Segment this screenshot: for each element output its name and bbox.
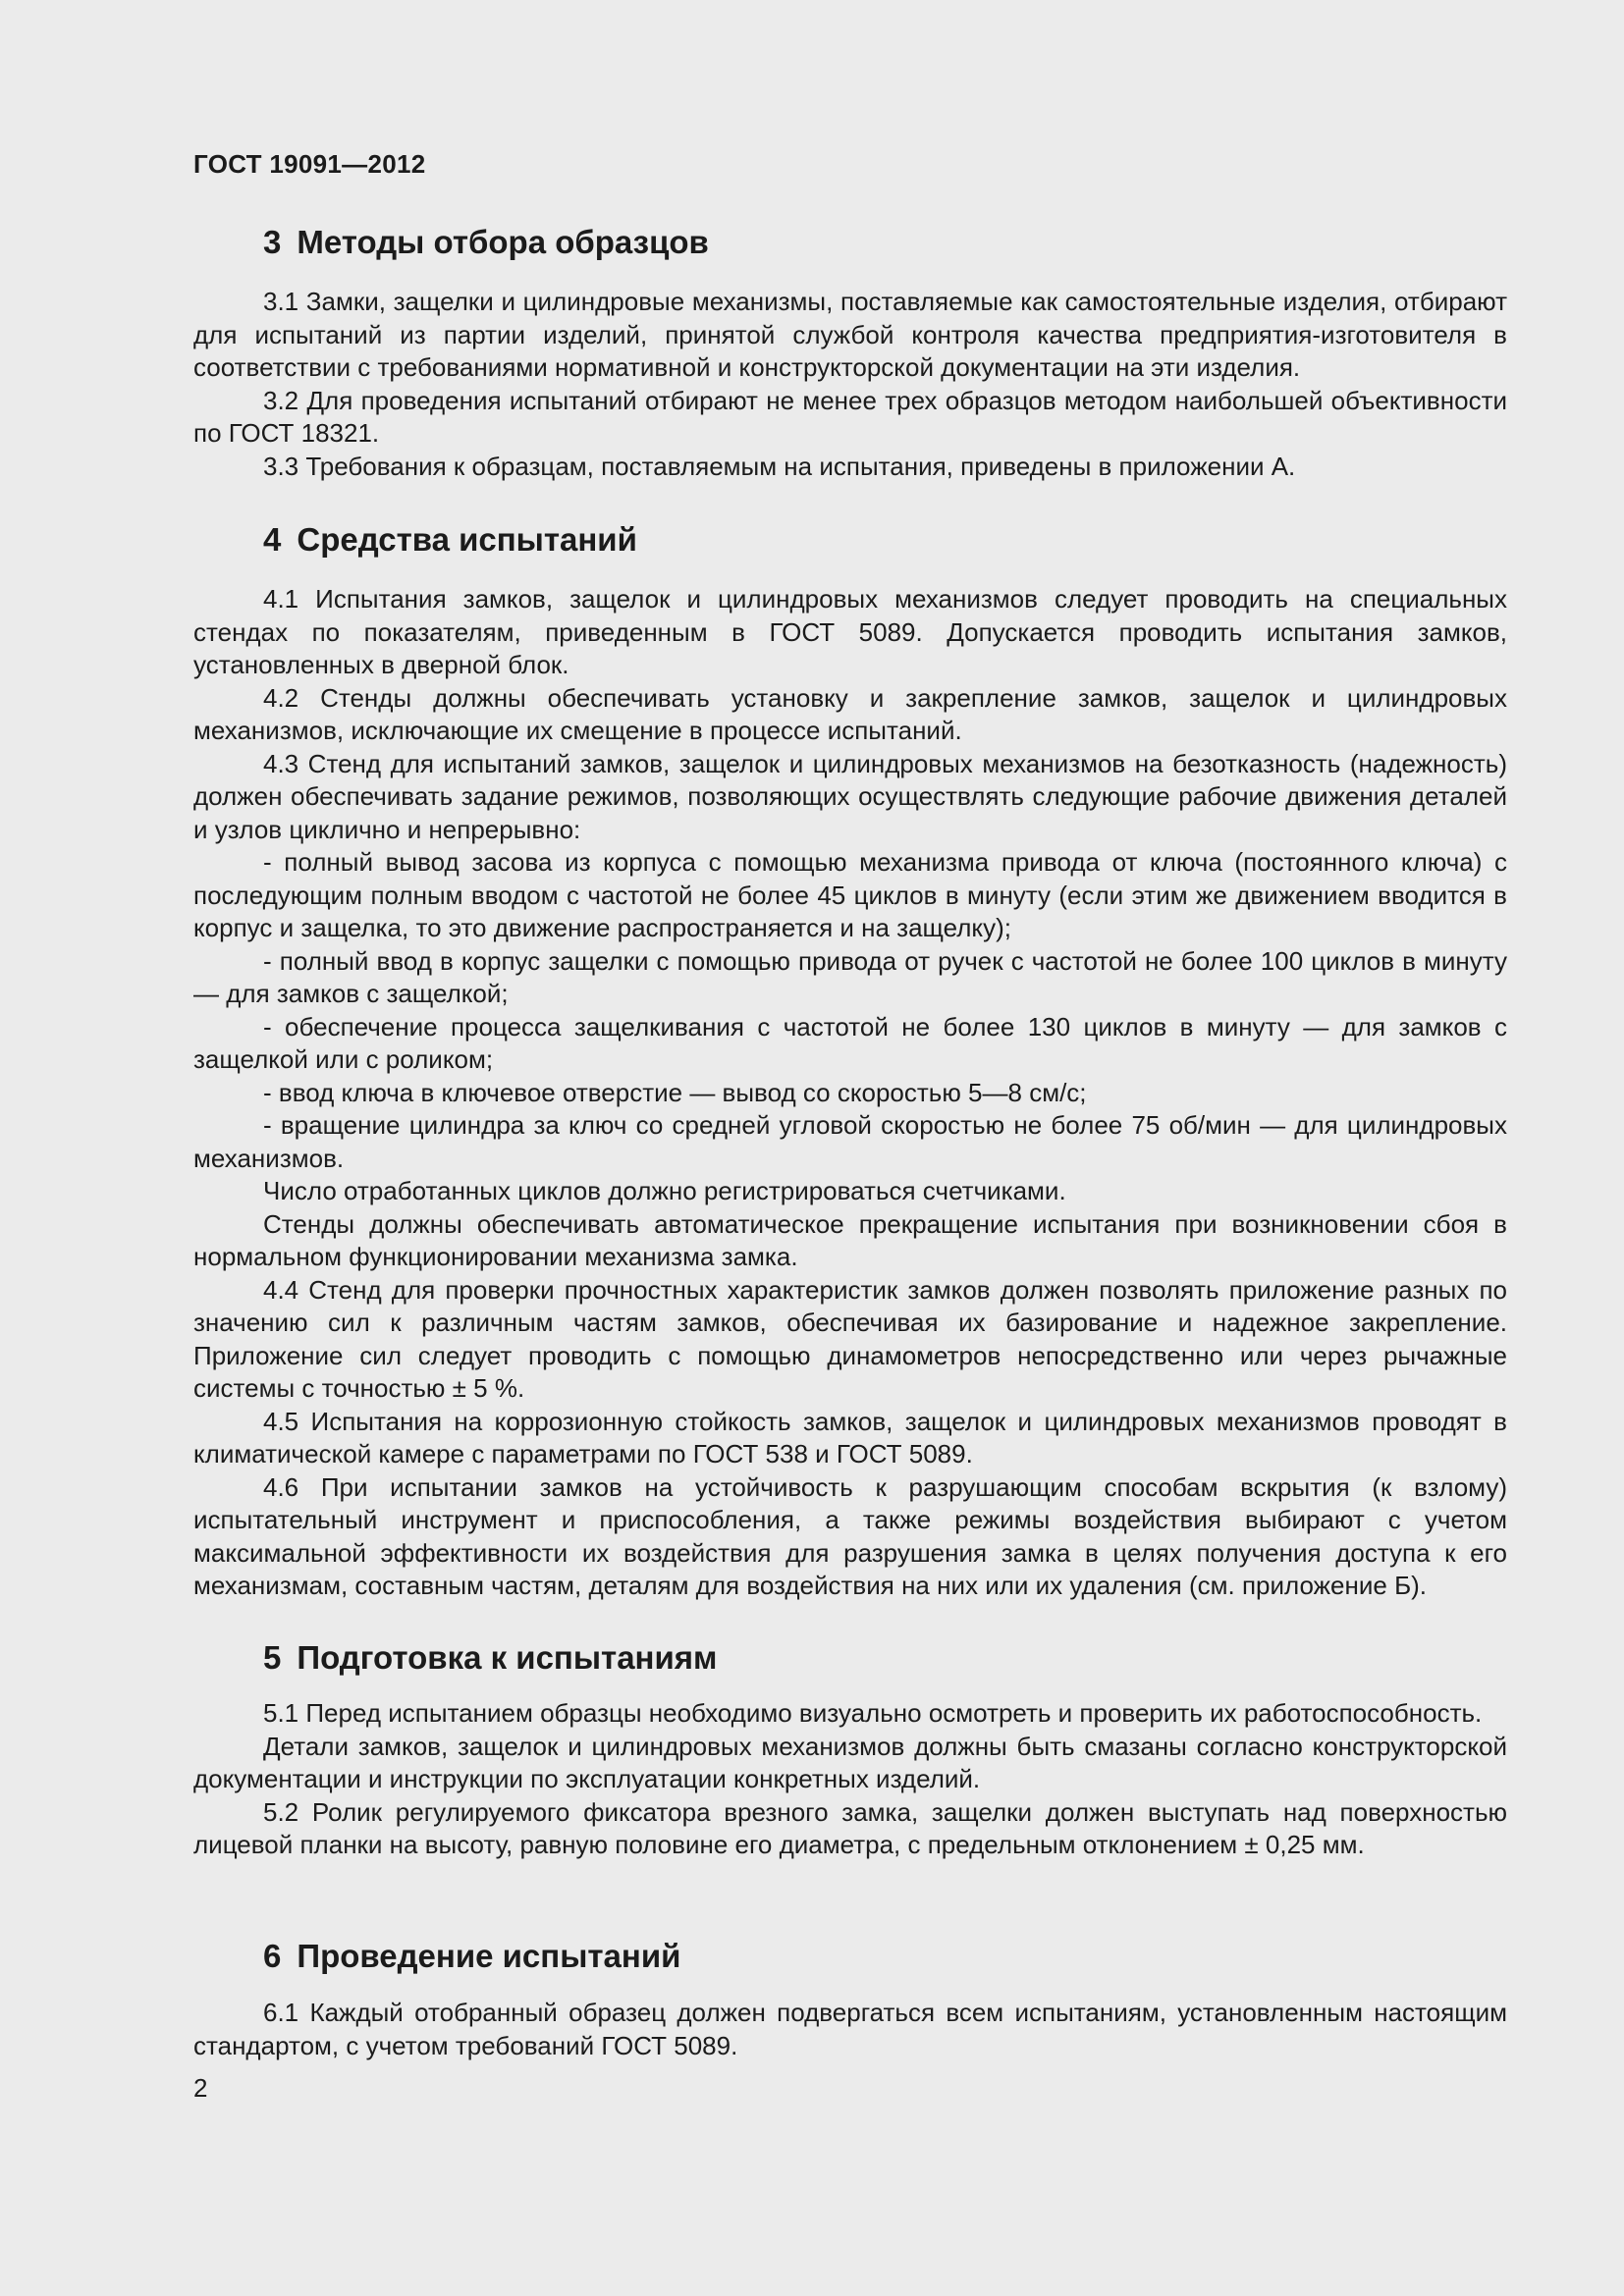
section-4-body <box>193 583 1507 1603</box>
section-number: 6 <box>263 1938 282 1974</box>
page-number: 2 <box>193 2073 208 2103</box>
paragraph: 3.3 Требования к образцам, поставляемым на испытания, приведены в приложении А. <box>263 451 1296 481</box>
document-code: ГОСТ 19091—2012 <box>193 149 426 179</box>
paragraph: Детали замков, защелок и цилиндровых механизмов должны быть смазаны согласно конструкторской документации и инструкции по эксплуатации конкретных изделий. <box>193 1731 1507 1793</box>
paragraph: 4.2 Стенды должны обеспечивать установку и закрепление замков, защелок и цилиндровых механизмов, исключающие их смещение в процессе испытаний. <box>193 682 1507 745</box>
section-5-title <box>263 1639 717 1677</box>
section-6-body <box>193 1997 1507 2062</box>
section-3-title <box>263 224 709 261</box>
section-heading: Средства испытаний <box>297 521 637 558</box>
paragraph: 4.6 При испытании замков на устойчивость к разрушающим способам вскрытия (к взлому) испытательный инструмент и приспособления, а также режимы воздействия выбирают с учетом максимальной эффективности их воздействия для разрушения замка в целях получения доступа к его механизмам, составным частям, деталям для воздействия на них или их удаления (см. приложение Б). <box>193 1471 1507 1600</box>
list-item: - полный ввод в корпус защелки с помощью привода от ручек с частотой не более 100 циклов в минуту — для замков с защелкой; <box>193 945 1507 1008</box>
paragraph: Число отработанных циклов должно регистрироваться счетчиками. <box>263 1176 1066 1205</box>
section-number: 4 <box>263 521 282 558</box>
list-item: - вращение цилиндра за ключ со средней угловой скоростью не более 75 об/мин — для цилиндровых механизмов. <box>193 1110 1507 1173</box>
paragraph: 4.1 Испытания замков, защелок и цилиндровых механизмов следует проводить на специальных стендах по показателям, приведенным в ГОСТ 5089. Допускается проводить испытания замков, установленных в дверной блок. <box>193 584 1507 679</box>
section-number: 3 <box>263 224 282 260</box>
list-item: - полный вывод засова из корпуса с помощью механизма привода от ключа (постоянного ключа) с последующим полным вводом с частотой не более 45 циклов в минуту (если этим же движением вводится в корпус и защелка, то это движение распространяется и на защелку); <box>193 847 1507 942</box>
paragraph: 4.5 Испытания на коррозионную стойкость замков, защелок и цилиндровых механизмов проводят в климатической камере с параметрами по ГОСТ 538 и ГОСТ 5089. <box>193 1406 1507 1468</box>
section-heading: Проведение испытаний <box>297 1938 681 1974</box>
section-heading: Подготовка к испытаниям <box>297 1639 718 1676</box>
paragraph: 4.3 Стенд для испытаний замков, защелок и цилиндровых механизмов на безотказность (надежность) должен обеспечивать задание режимов, позволяющих осуществлять следующие рабочие движения деталей и узлов циклично и непрерывно: <box>193 748 1507 844</box>
section-4-title <box>263 521 637 559</box>
paragraph: 5.2 Ролик регулируемого фиксатора врезного замка, защелки должен выступать над поверхностью лицевой планки на высоту, равную половине его диаметра, с предельным отклонением ± 0,25 мм. <box>193 1796 1507 1859</box>
section-number: 5 <box>263 1639 282 1676</box>
list-item: - ввод ключа в ключевое отверстие — вывод со скоростью 5—8 см/с; <box>263 1077 1087 1107</box>
paragraph: 6.1 Каждый отобранный образец должен подвергаться всем испытаниям, установленным настоящим стандартом, с учетом требований ГОСТ 5089. <box>193 1998 1507 2060</box>
section-3-body <box>193 286 1507 483</box>
list-item: - обеспечение процесса защелкивания с частотой не более 130 циклов в минуту — для замков с защелкой или с роликом; <box>193 1011 1507 1074</box>
paragraph: 3.2 Для проведения испытаний отбирают не менее трех образцов методом наибольшей объективности по ГОСТ 18321. <box>193 385 1507 448</box>
paragraph: 5.1 Перед испытанием образцы необходимо визуально осмотреть и проверить их работоспособность. <box>263 1698 1483 1728</box>
paragraph: 4.4 Стенд для проверки прочностных характеристик замков должен позволять приложение разных по значению сил к различным частям замков, обеспечивая их базирование и надежное закрепление. Приложение сил следует проводить с помощью динамометров непосредственно или через рычажные системы с точностью ± 5 %. <box>193 1274 1507 1403</box>
paragraph: Стенды должны обеспечивать автоматическое прекращение испытания при возникновении сбоя в нормальном функционировании механизма замка. <box>193 1208 1507 1271</box>
section-6-title <box>263 1938 680 1975</box>
paragraph: 3.1 Замки, защелки и цилиндровые механизмы, поставляемые как самостоятельные изделия, отбирают для испытаний из партии изделий, принятой службой контроля качества предприятия-изготовителя в соответствии с требованиями нормативной и конструкторской документации на эти изделия. <box>193 287 1507 382</box>
section-5-body <box>193 1697 1507 1862</box>
section-heading: Методы отбора образцов <box>297 224 709 260</box>
